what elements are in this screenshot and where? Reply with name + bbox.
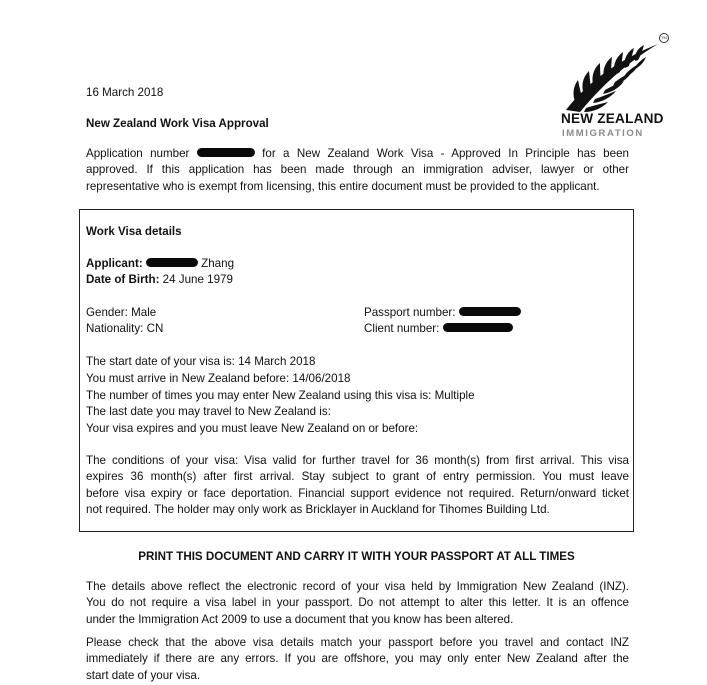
intro-line-2: approved. If this application has been made through an immigration adviser, lawyer or other	[86, 163, 629, 177]
dob-label: Date of Birth:	[86, 273, 160, 286]
redacted-given-name	[146, 258, 198, 267]
check-line-3: start date of your visa.	[86, 668, 201, 682]
visa-conditions	[86, 453, 629, 519]
print-notice: PRINT THIS DOCUMENT AND CARRY IT WITH YOUR PASSPORT AT ALL TIMES	[138, 550, 575, 563]
gender: Gender: Male	[86, 306, 157, 319]
conditions-line-4: not required. The holder may only work as Bricklayer in Auckland for Tihomes Building Ltd.	[86, 503, 550, 517]
nationality: Nationality: CN	[86, 322, 164, 335]
details-heading: Work Visa details	[86, 225, 182, 238]
redacted-client-number	[443, 323, 513, 332]
letter-title: New Zealand Work Visa Approval	[86, 117, 269, 130]
trademark-mark: TM	[659, 33, 669, 43]
record-line-2: You do not require a visa label in your passport. Do not attempt to alter this letter. It is an offence	[86, 596, 629, 610]
intro-line-1-start: Application number	[86, 147, 190, 160]
conditions-line-2: expires 36 month(s) after first arrival. Stay subject to grant of entry permission. You must leave	[86, 470, 629, 484]
applicant-label: Applicant:	[86, 257, 143, 270]
applicant-row	[86, 256, 234, 272]
dob-row	[86, 272, 233, 288]
intro-line-1	[86, 146, 629, 162]
last-travel-date: The last date you may travel to New Zealand is:	[86, 405, 331, 418]
redacted-application-number	[197, 148, 255, 157]
visa-start-date: The start date of your visa is: 14 March 2018	[86, 355, 316, 368]
passport-row	[364, 305, 521, 321]
conditions-line-3: before visa expiry or face deportation. Financial support evidence not required. Return/onward ticket	[86, 486, 629, 500]
dob-value: 24 June 1979	[162, 273, 233, 286]
check-line-2: immediately if there are any errors. If you are offshore, you may only enter New Zealand after the	[86, 652, 629, 666]
logo-subtitle: IMMIGRATION	[562, 128, 644, 139]
intro-paragraph	[86, 146, 629, 195]
entry-count: The number of times you may enter New Zealand using this visa is: Multiple	[86, 389, 475, 402]
check-paragraph	[86, 635, 629, 684]
conditions-line-1: The conditions of your visa: Visa valid for further travel for 36 month(s) from first arrival. This visa	[86, 454, 629, 467]
redacted-passport-number	[459, 307, 521, 316]
letter-date: 16 March 2018	[86, 86, 164, 99]
intro-line-3: representative who is exempt from licensing, this entire document must be provided to the applicant.	[86, 179, 600, 193]
passport-label: Passport number:	[364, 306, 456, 319]
client-row	[364, 321, 513, 337]
logo-name: NEW ZEALAND	[561, 111, 664, 126]
applicant-surname: Zhang	[201, 257, 235, 270]
visa-expiry: Your visa expires and you must leave New Zealand on or before:	[86, 422, 419, 435]
arrive-before: You must arrive in New Zealand before: 14/06/2018	[86, 372, 351, 385]
client-label: Client number:	[364, 322, 440, 335]
record-line-1: The details above reflect the electronic record of your visa held by Immigration New Zealand (INZ).	[86, 580, 629, 593]
check-line-1: Please check that the above visa details match your passport before you travel and contact INZ	[86, 636, 629, 649]
intro-line-1-end: for a New Zealand Work Visa - Approved In Principle has been	[262, 147, 629, 160]
record-line-3: under the Immigration Act 2009 to use a document that you know has been altered.	[86, 612, 514, 626]
record-paragraph	[86, 579, 629, 628]
